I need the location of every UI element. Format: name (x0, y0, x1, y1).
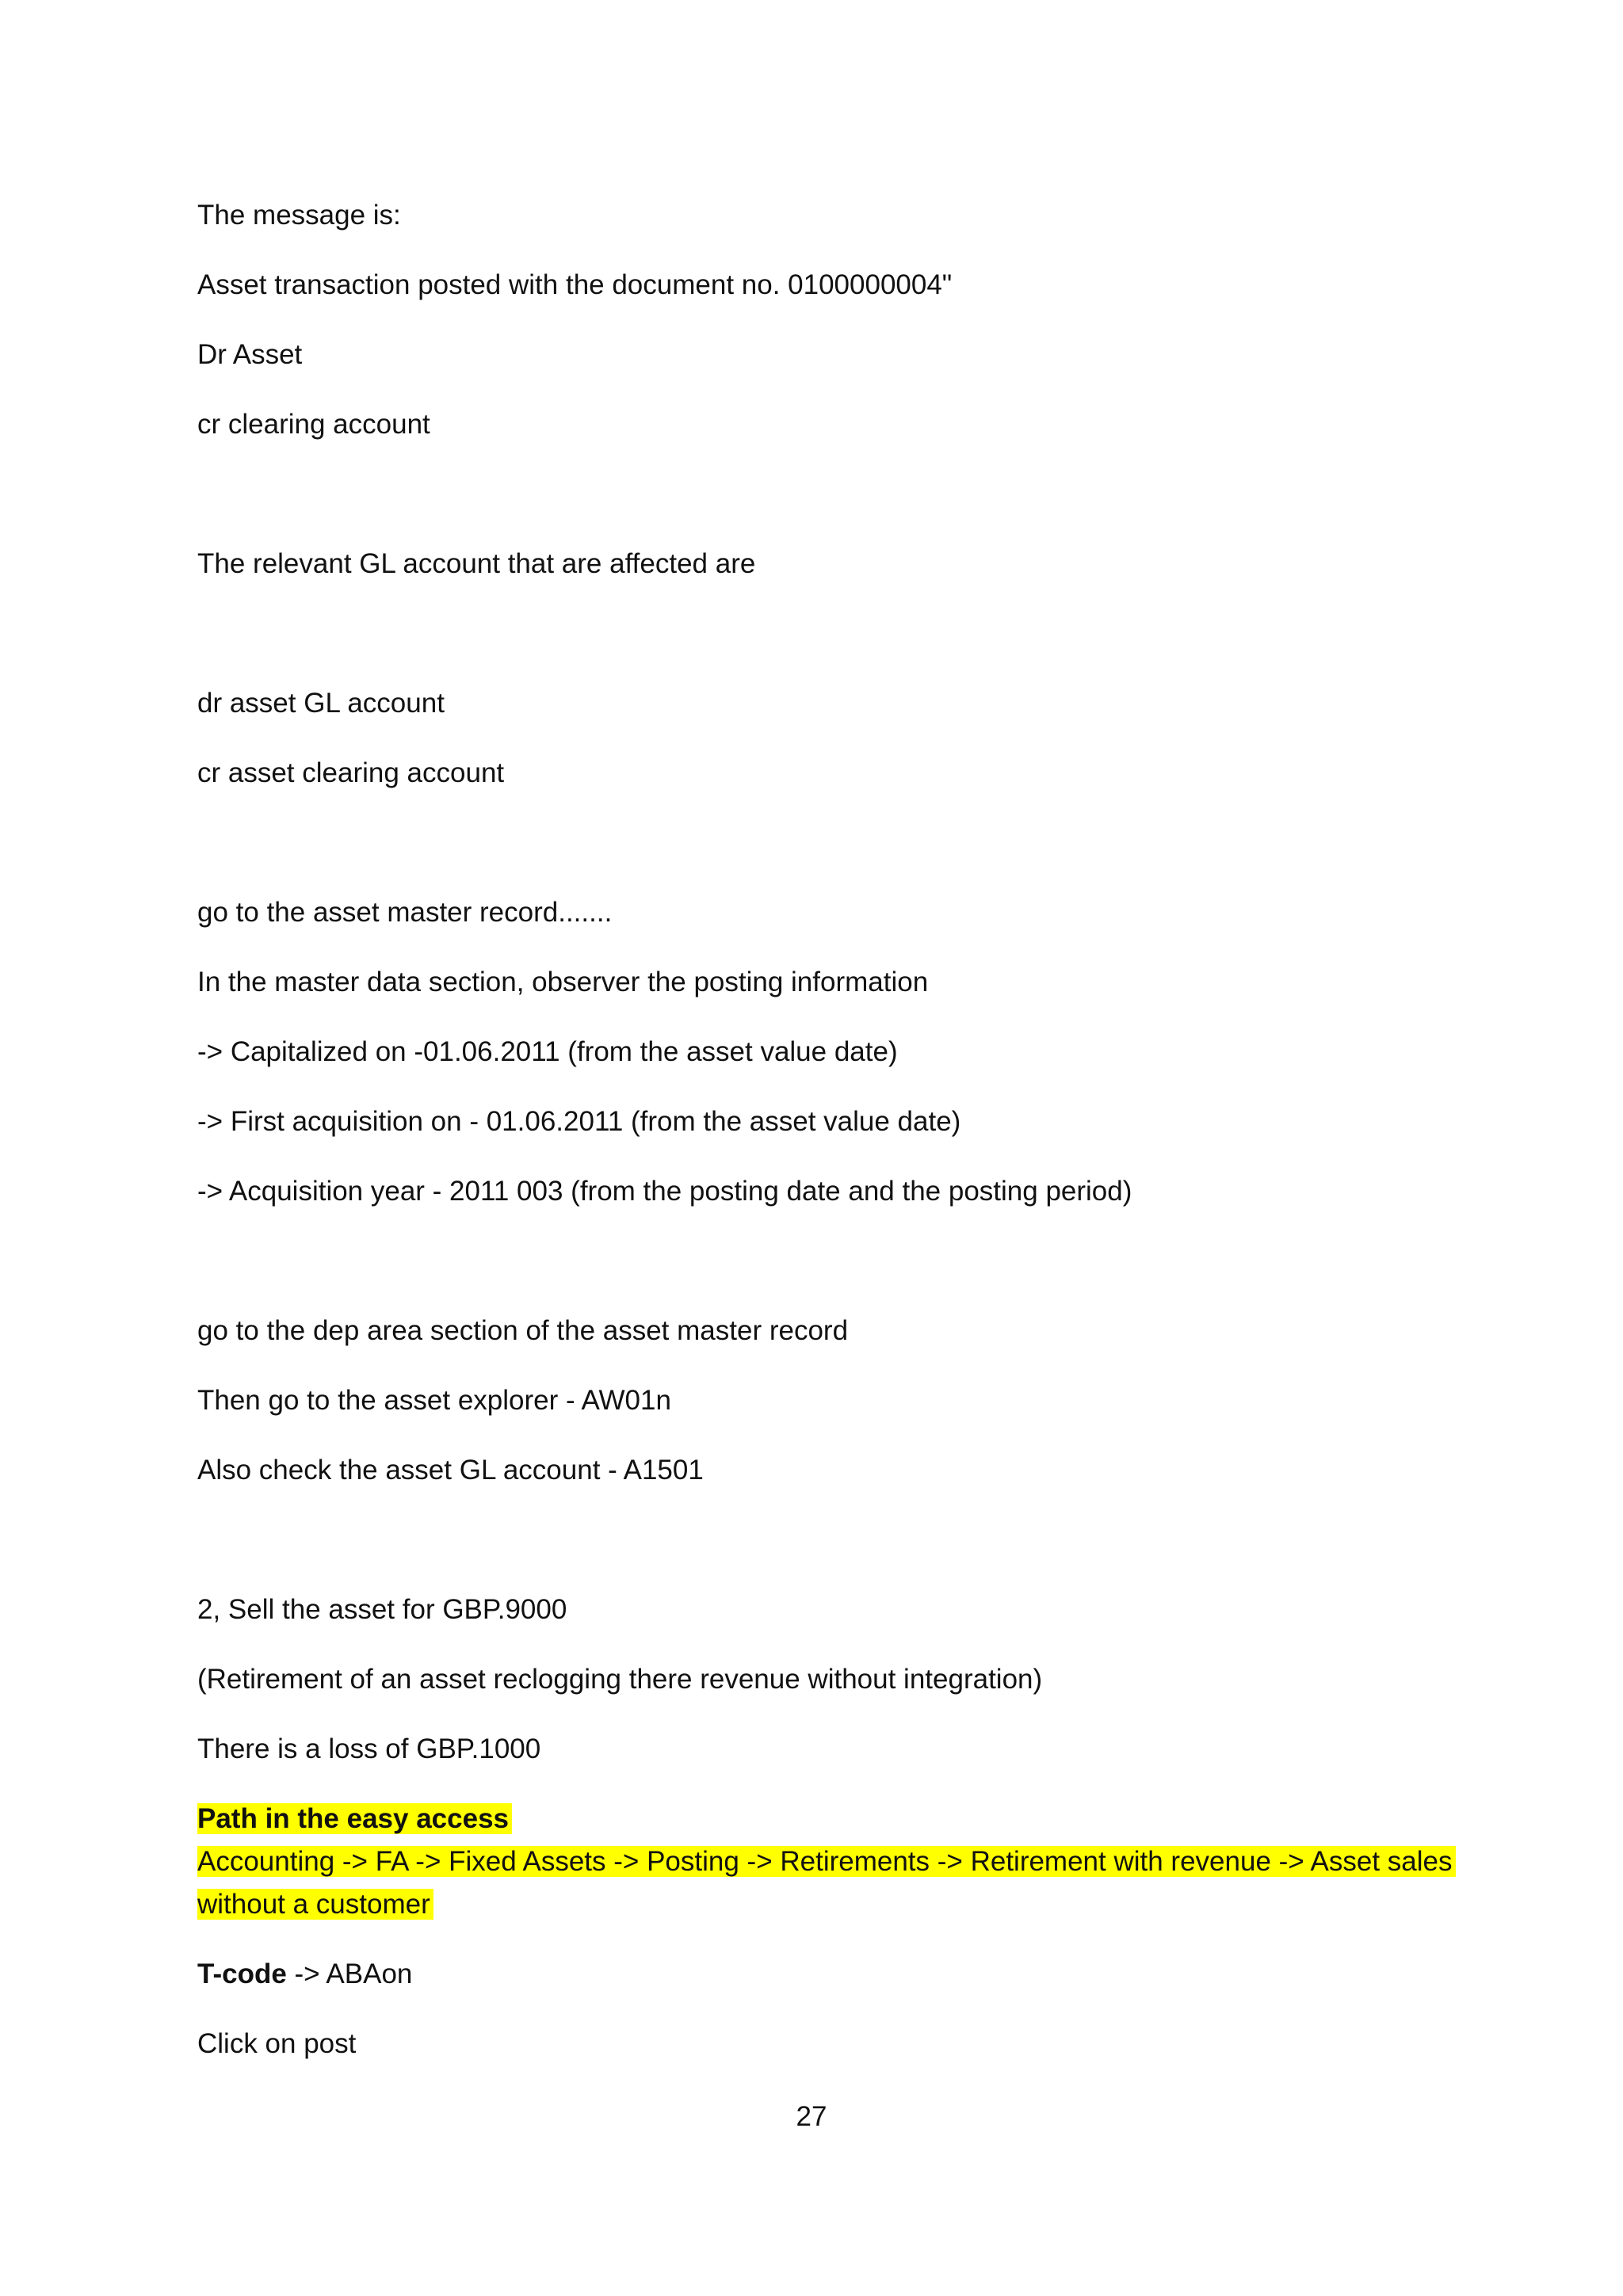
path-line (197, 1844, 1456, 1879)
text-line: dr asset GL account (197, 688, 445, 719)
path-line-2-text: without a customer (197, 1889, 433, 1920)
path-heading-text: Path in the easy access (197, 1803, 512, 1834)
text-line: Dr Asset (197, 339, 303, 370)
text-line: There is a loss of GBP.1000 (197, 1733, 541, 1764)
text-line: go to the asset master record....... (197, 897, 613, 928)
text-line: -> First acquisition on - 01.06.2011 (from the asset value date) (197, 1106, 961, 1137)
page-number: 27 (796, 2101, 827, 2132)
text-line: 2, Sell the asset for GBP.9000 (197, 1594, 567, 1625)
text-line: Click on post (197, 2028, 357, 2059)
text-line: Also check the asset GL account - A1501 (197, 1455, 704, 1486)
path-line-1-text: Accounting -> FA -> Fixed Assets -> Posting -> Retirements -> Retirement with revenue -> Asset sales (197, 1846, 1456, 1877)
tcode-label: T-code (197, 1958, 287, 1989)
text-line: -> Capitalized on -01.06.2011 (from the asset value date) (197, 1036, 898, 1067)
text-line: -> Acquisition year - 2011 003 (from the posting date and the posting period) (197, 1176, 1132, 1207)
text-line: cr clearing account (197, 409, 430, 440)
tcode-line (197, 1957, 412, 1992)
text-line: In the master data section, observer the posting information (197, 967, 929, 997)
path-line (197, 1887, 433, 1922)
text-line: cr asset clearing account (197, 757, 505, 788)
text-line: The message is: (197, 200, 401, 231)
text-line: (Retirement of an asset reclogging there revenue without integration) (197, 1664, 1043, 1695)
text-line: Asset transaction posted with the document no. 0100000004" (197, 269, 953, 300)
text-line: go to the dep area section of the asset master record (197, 1315, 849, 1346)
tcode-value: -> ABAon (286, 1958, 413, 1989)
text-line: Then go to the asset explorer - AW01n (197, 1385, 671, 1416)
path-heading (197, 1802, 512, 1836)
text-line: The relevant GL account that are affected are (197, 548, 756, 579)
